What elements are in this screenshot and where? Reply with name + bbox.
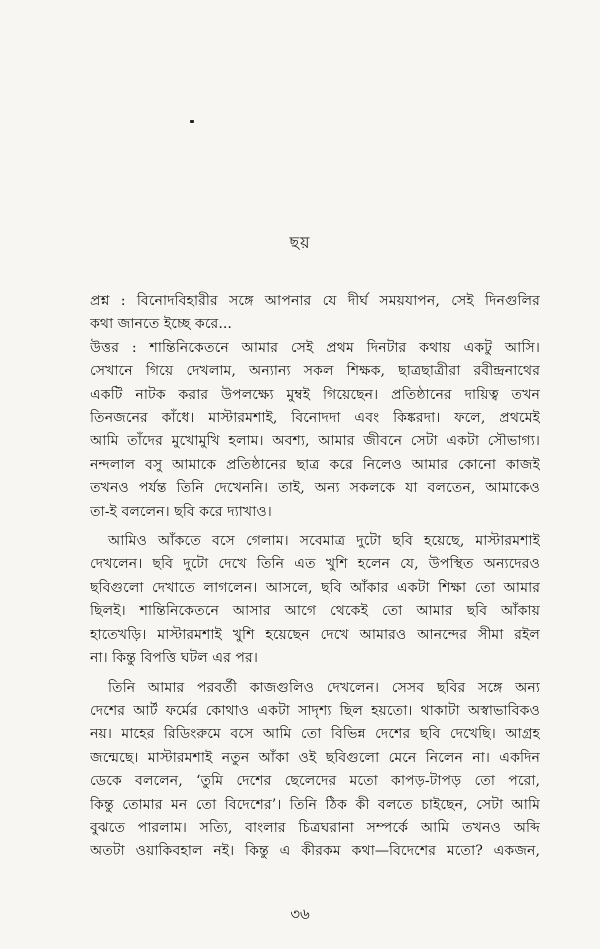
text-line: ডেকে বললেন, ‘তুমি দেশের ছেলেদের মতো কাপড়-টাপড় তো পরো,: [90, 773, 540, 790]
text-line: তিনজনের কাঁধে। মাস্টারমশাই, বিনোদদা এবং কিঙ্করদা। ফলে, প্রথমেই: [90, 410, 540, 427]
body-text: [90, 290, 540, 864]
print-speck: [190, 120, 194, 123]
text-line: আমিও আঁকতে বসে গেলাম। সবেমাত্র দুটো ছবি হয়েছে, মাস্টারমশাই: [108, 533, 540, 550]
text-line: নয়। মাহের রিডিংরুমে বসে আমি তো বিভিন্ন দেশের ছবি দেখেছি। আগ্রহ: [90, 726, 540, 743]
page-number: ৩৬: [290, 905, 310, 923]
text-line: তিনি আমার পরবর্তী কাজগুলিও দেখলেন। সেসব ছবির সঙ্গে অন্য: [108, 679, 540, 696]
text-line: সেখানে গিয়ে দেখলাম, অন্যান্য সকল শিক্ষক, ছাত্রছাত্রীরা রবীন্দ্রনাথের: [90, 363, 540, 380]
text-line: আমি তাঁদের মুখোমুখি হলাম। অবশ্য, আমার জীবনে সেটা একটা সৌভাগ্য।: [90, 433, 540, 450]
text-line: না। কিন্তু বিপত্তি ঘটল এর পর।: [90, 650, 258, 667]
paragraph: [90, 530, 540, 670]
text-line: দেশের আর্ট ফর্মের কোথাও একটা সাদৃশ্য ছিল হয়তো। থাকাটা অস্বাভাবিকও: [90, 702, 540, 719]
text-line: ছবিগুলো দেখাতে লাগলেন। আসলে, ছবি আঁকার একটা শিক্ষা তো আমার: [90, 579, 540, 596]
paragraph: [90, 677, 540, 864]
text-line: উত্তর : শান্তিনিকেতনে আমার সেই প্রথম দিনটার কথায় একটু আসি।: [90, 339, 540, 356]
text-line: তখনও পর্যন্ত তিনি দেখেননি। তাই, অন্য সকলকে যা বলতেন, আমাকেও: [90, 480, 540, 497]
text-line: কিন্তু তোমার মন তো বিদেশের’। তিনি ঠিক কী বলতে চাইছেন, সেটা আমি: [90, 796, 540, 813]
paragraph: [90, 290, 540, 337]
text-line: একটি নাটক করার উপলক্ষ্যে মুম্বই গিয়েছেন। প্রতিষ্ঠানের দায়িত্ব তখন: [90, 386, 540, 403]
text-line: জন্মেছে। মাস্টারমশাই নতুন আঁকা ওই ছবিগুলো মেনে নিলেন না। একদিন: [90, 749, 540, 766]
text-line: ছিলই। শান্তিনিকেতনে আসার আগে থেকেই তো আমার ছবি আঁকায়: [90, 603, 540, 620]
text-line: বুঝতে পারলাম। সত্যি, বাংলার চিত্রঘরানা সম্পর্কে আমি তখনও অব্দি: [90, 819, 540, 836]
text-line: তা-ই বললেন। ছবি করে দ্যাখাও।: [90, 503, 272, 520]
text-line: হাতেখড়ি। মাস্টারমশাই খুশি হয়েছেন দেখে আমারও আনন্দের সীমা রইল: [90, 626, 540, 643]
text-line: কথা জানতে ইচ্ছে করে...: [90, 316, 232, 333]
text-line: দেখলেন। ছবি দুটো দেখে তিনি এত খুশি হলেন যে, উপস্থিত অন্যদেরও: [90, 556, 540, 573]
chapter-title: ছয়: [289, 233, 311, 252]
paragraph: [90, 337, 540, 524]
text-line: নন্দলাল বসু আমাকে প্রতিষ্ঠানের ছাত্র করে নিলেও আমার কোনো কাজই: [90, 456, 540, 473]
text-line: প্রশ্ন : বিনোদবিহারীর সঙ্গে আপনার যে দীর্ঘ সময়যাপন, সেই দিনগুলির: [90, 293, 540, 309]
text-line: অতটা ওয়াকিবহাল নই। কিন্তু এ কীরকম কথা—বিদেশের মতো? একজন,: [90, 843, 540, 860]
